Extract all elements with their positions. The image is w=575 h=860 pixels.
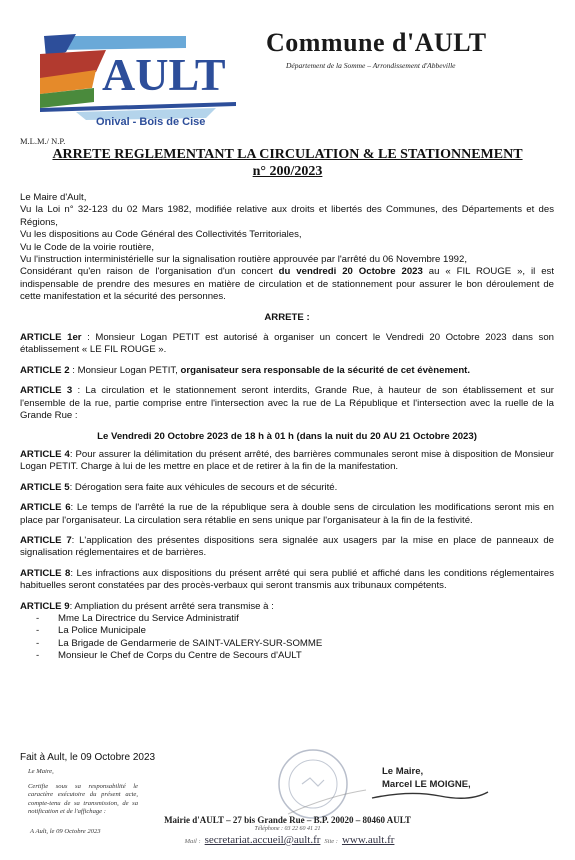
- distribution-list: [20, 613, 554, 663]
- preamble-line: Vu la Loi n° 32-123 du 02 Mars 1982, modifiée relative aux droits et libertés des Communes, des Départements et des Régions,: [20, 204, 554, 228]
- list-item: - Mme La Directrice du Service Administratif: [20, 613, 554, 625]
- certification-title: Le Maire,: [28, 768, 54, 775]
- decree-title: ARRETE REGLEMENTANT LA CIRCULATION & LE STATIONNEMENT: [52, 147, 523, 162]
- article-3: ARTICLE 3 : La circulation et le stationnement seront interdits, Grande Rue, à hauteur de son établissement et sur l'ensemble de la rue, partie comprise entre l'intersection avec la rue de La République et l'intersection avec la ruelle de la Grande Rue :: [20, 385, 555, 422]
- article-2: ARTICLE 2 : Monsieur Logan PETIT, organisateur sera responsable de la sécurité de cet évènement.: [20, 364, 471, 376]
- preamble-considering: Considérant qu'en raison de l'organisation d'un concert du vendredi 20 Octobre 2023 au « FIL ROUGE », il est indispensable de prendre des mesures en matière de circulation et de stationnement pour assurer le bon déroulement de cette manifestation et la sécurité des personnes.: [20, 266, 554, 303]
- article-1: ARTICLE 1er : Monsieur Logan PETIT est autorisé à organiser un concert le Vendredi 20 Octobre 2023 dans son établissement « LE FIL ROUGE ».: [20, 332, 554, 356]
- article-6: ARTICLE 6: Le temps de l'arrêté la rue de la république sera à double sens de circulation les modifications seront mis en place par l'organisateur. La circulation sera rétablie en sens unique par l'organisateur à la fin de la festivité.: [20, 502, 555, 526]
- arrete-heading: ARRETE :: [264, 311, 310, 323]
- ault-logo: [36, 28, 256, 132]
- decree-body: [20, 192, 554, 663]
- list-item: - Monsieur le Chef de Corps du Centre de Secours d'AULT: [20, 650, 554, 662]
- article-8: ARTICLE 8: Les infractions aux dispositions du présent arrêté qui sera publié et affiché dans les conditions réglementaires habituelles seront constatées par des procès-verbaux qui seront transmis aux tribunaux compétents.: [20, 567, 554, 592]
- reference-code: M.L.M./ N.P.: [20, 136, 66, 146]
- list-item: - La Police Municipale: [20, 625, 554, 637]
- signature-stroke-icon: [370, 788, 490, 802]
- site-label: Site :: [324, 838, 338, 845]
- signer-name: Marcel LE MOIGNE,: [382, 779, 471, 790]
- signed-at-date: Fait à Ault, le 09 Octobre 2023: [20, 752, 156, 763]
- certification-block: [28, 768, 138, 817]
- preamble-line: Vu l'instruction interministérielle sur la signalisation routière approuvée par l'arrêté du 06 Novembre 1992,: [20, 254, 467, 266]
- certification-text: Certifie sous sa responsabilité le caractère exécutoire du présent acte, compte-tenu de sa transmission, de sa notification et de l'affichage :: [28, 782, 138, 816]
- preamble-line: Vu le Code de la voirie routière,: [20, 241, 155, 253]
- signer-title: Le Maire,: [382, 766, 424, 777]
- footer-phone: Téléphone : 03 22 60 41 21: [254, 826, 321, 832]
- event-date-line: Le Vendredi 20 Octobre 2023 de 18 h à 01 h (dans la nuit du 20 AU 21 Octobre 2023): [97, 430, 477, 442]
- certification-date: A Ault, le 09 Octobre 2023: [30, 828, 101, 835]
- footer-contact: [0, 834, 575, 846]
- mail-label: Mail :: [184, 838, 201, 845]
- preamble-line: Le Maire d'Ault,: [20, 192, 87, 203]
- article-9: ARTICLE 9: Ampliation du présent arrêté sera transmise à :: [20, 600, 274, 612]
- mail-link[interactable]: secretariat.accueil@ault.fr: [204, 834, 321, 846]
- article-7: ARTICLE 7: L'application des présentes dispositions sera signalée aux usagers par la mise en place de panneaux de signalisation réglementaires et de barrières.: [20, 534, 554, 559]
- logo-wordmark: AULT: [102, 49, 226, 100]
- decree-number: n° 200/2023: [252, 164, 323, 179]
- department-line: Département de la Somme – Arrondissement d'Abbeville: [286, 61, 456, 70]
- site-link[interactable]: www.ault.fr: [341, 834, 395, 846]
- list-item: - La Brigade de Gendarmerie de SAINT-VALERY-SUR-SOMME: [20, 638, 554, 650]
- article-5: ARTICLE 5: Dérogation sera faite aux véhicules de secours et de sécurité.: [20, 481, 338, 493]
- commune-title: Commune d'AULT: [266, 28, 487, 57]
- article-4: ARTICLE 4: Pour assurer la délimitation du présent arrêté, des barrières communales seront mise à disposition de Monsieur Logan PETIT. Charge à lui de les mettre en place et de retirer à la fin de la manifestation.: [20, 448, 554, 473]
- preamble-line: Vu les dispositions au Code Général des Collectivités Territoriales,: [20, 229, 302, 241]
- official-seal-icon: [258, 744, 368, 824]
- footer-address: Mairie d'AULT – 27 bis Grande Rue – B.P. 20020 – 80460 AULT: [164, 815, 411, 825]
- logo-subtitle: Onival - Bois de Cise: [96, 116, 206, 128]
